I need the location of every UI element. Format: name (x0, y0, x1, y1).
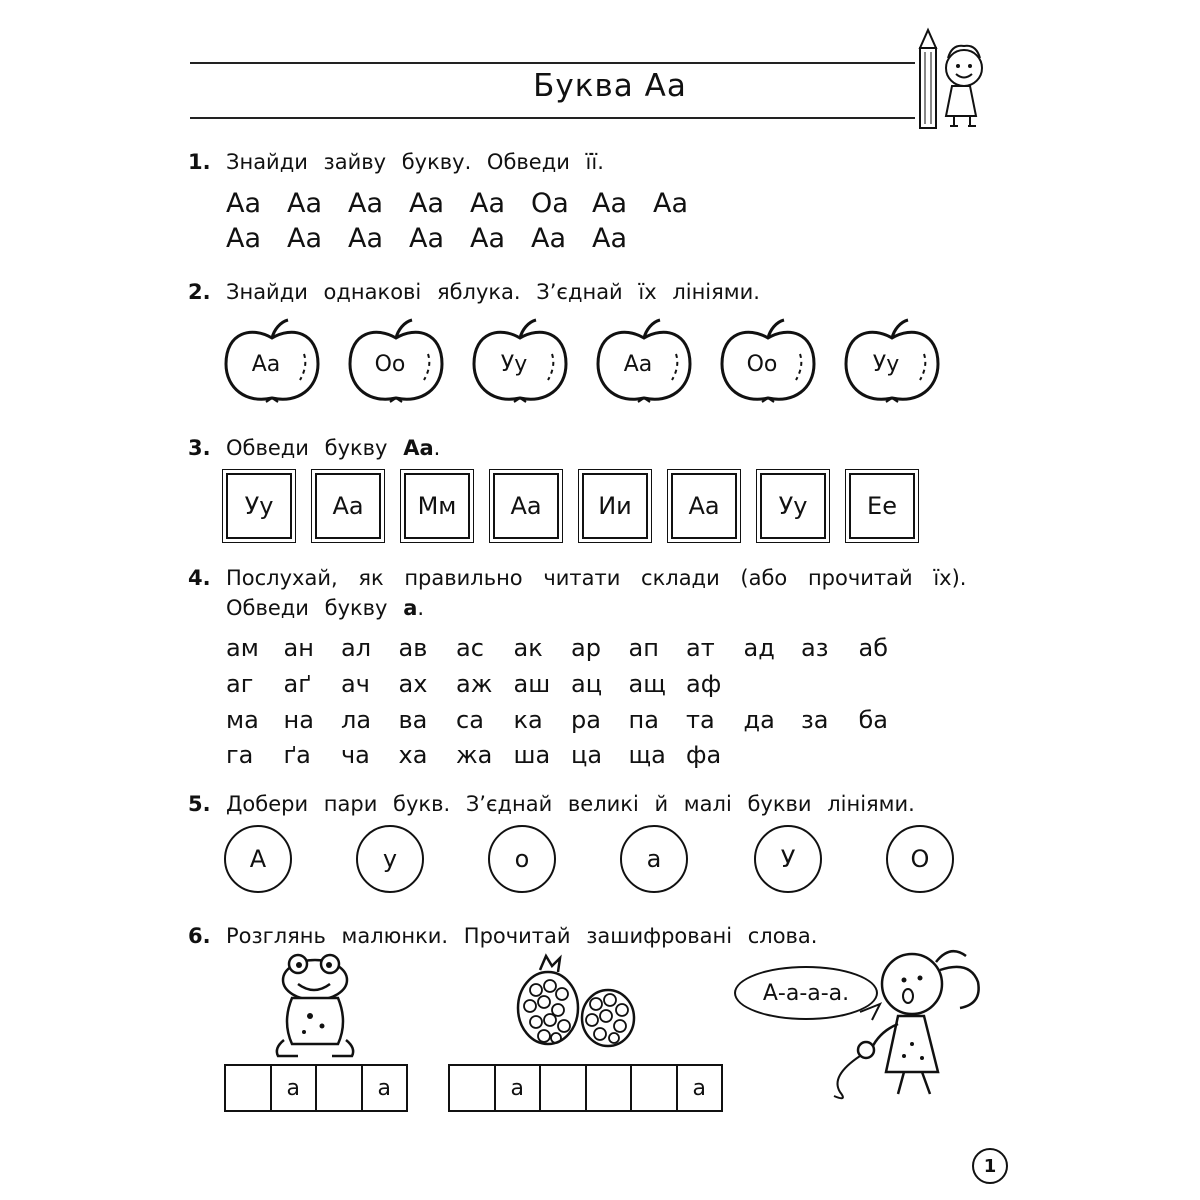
syllable[interactable]: ад (743, 634, 775, 662)
apple-label: Оо (374, 352, 406, 377)
apple[interactable] (842, 318, 942, 410)
letter-pair[interactable]: Оа (531, 188, 569, 219)
letter-box[interactable]: Аа (315, 473, 381, 539)
letter-box[interactable]: Ее (849, 473, 915, 539)
task-6-instruction: Розглянь малюнки. Прочитай зашифровані слова. (226, 924, 818, 948)
girl-singing-illustration (800, 940, 1000, 1100)
letter-circle[interactable]: А (224, 825, 292, 893)
syllable[interactable]: ца (571, 741, 603, 769)
letter-pair[interactable]: Аа (592, 188, 628, 219)
syllable[interactable]: ма (226, 706, 259, 734)
letter-pair[interactable]: Аа (348, 188, 384, 219)
syllable[interactable]: аг (226, 670, 254, 698)
syllable[interactable]: фа (686, 741, 722, 769)
syllable[interactable]: аш (513, 670, 551, 698)
task-3-instruction-text: Обведи букву (226, 436, 388, 460)
syllable[interactable]: ак (513, 634, 543, 662)
syllable[interactable]: ра (571, 706, 601, 734)
word-cells-raspberry (448, 1064, 723, 1112)
letter-box[interactable]: Аа (493, 473, 559, 539)
apple[interactable] (222, 318, 322, 410)
letter-box[interactable]: Уу (226, 473, 292, 539)
letter-pair[interactable]: Аа (409, 188, 445, 219)
syllable[interactable]: аб (858, 634, 889, 662)
header-line-bottom (190, 117, 915, 119)
syllable-row (226, 634, 916, 662)
apple[interactable] (346, 318, 446, 410)
syllable[interactable]: ха (398, 741, 428, 769)
task-4-instruction-line-2 (226, 596, 424, 620)
syllable[interactable]: ан (283, 634, 314, 662)
task-3-period: . (433, 436, 441, 460)
word-cell[interactable] (317, 1066, 363, 1110)
syllable[interactable]: ар (571, 634, 601, 662)
task-2-instruction: Знайди однакові яблука. З’єднай їх лініями. (226, 280, 760, 304)
letter-pair[interactable]: Аа (470, 223, 506, 254)
syllable-row (226, 741, 744, 769)
word-cell[interactable]: а (377, 1075, 391, 1101)
word-cell[interactable] (450, 1066, 496, 1110)
letter-box[interactable]: Ии (582, 473, 648, 539)
task-4-instruction-line-1: Послухай, як правильно читати склади (або прочитай їх). (226, 566, 967, 590)
syllable[interactable]: та (686, 706, 715, 734)
letter-pair[interactable]: Аа (226, 223, 262, 254)
apple-label: Оо (746, 352, 778, 377)
pencil-boy-illustration (912, 28, 992, 133)
apple-label: Уу (872, 352, 900, 377)
page-title: Буква Аа (533, 68, 687, 104)
syllable[interactable]: аф (686, 670, 722, 698)
task-1-letters-row-1 (226, 188, 714, 219)
word-cell[interactable]: а (496, 1066, 542, 1110)
word-cell[interactable] (632, 1066, 678, 1110)
task-3-number: 3. (188, 436, 211, 460)
syllable[interactable]: за (801, 706, 829, 734)
syllable[interactable]: га (226, 741, 254, 769)
syllable[interactable]: ва (398, 706, 428, 734)
letter-pair[interactable]: Аа (226, 188, 262, 219)
letter-pair[interactable]: Аа (531, 223, 567, 254)
apple[interactable] (594, 318, 694, 410)
letter-circle[interactable]: о (488, 825, 556, 893)
syllable[interactable]: на (283, 706, 314, 734)
frog-illustration (270, 952, 360, 1062)
apple-label: Уу (500, 352, 528, 377)
page-number: 1 (972, 1148, 1008, 1184)
syllable[interactable]: ам (226, 634, 259, 662)
task-4-period: . (417, 596, 425, 620)
header-line-top (190, 62, 915, 64)
syllable[interactable]: ач (341, 670, 370, 698)
letter-pair[interactable]: Аа (592, 223, 628, 254)
task-3-instruction (226, 436, 440, 460)
letter-box[interactable]: Мм (404, 473, 470, 539)
syllable[interactable]: аґ (283, 670, 311, 698)
letter-circle[interactable]: У (754, 825, 822, 893)
syllable[interactable]: ка (513, 706, 543, 734)
task-6-number: 6. (188, 924, 211, 948)
syllable[interactable]: ав (398, 634, 428, 662)
syllable[interactable]: ах (398, 670, 428, 698)
syllable[interactable]: са (456, 706, 484, 734)
word-cell[interactable] (541, 1066, 587, 1110)
letter-circle[interactable]: О (886, 825, 954, 893)
task-5-instruction: Добери пари букв. З’єднай великі й малі букви лініями. (226, 792, 915, 816)
syllable[interactable]: па (628, 706, 659, 734)
letter-circle[interactable]: у (356, 825, 424, 893)
letter-pair[interactable]: Аа (348, 223, 384, 254)
syllable[interactable]: ащ (628, 670, 666, 698)
task-1-number: 1. (188, 150, 211, 174)
letter-circle[interactable]: а (620, 825, 688, 893)
task-1-instruction: Знайди зайву букву. Обведи її. (226, 150, 604, 174)
word-cell[interactable] (226, 1066, 272, 1110)
letter-box[interactable]: Уу (760, 473, 826, 539)
task-1-letters-row-2 (226, 223, 653, 254)
syllable[interactable]: ща (628, 741, 666, 769)
apple[interactable] (470, 318, 570, 410)
syllable[interactable]: аз (801, 634, 829, 662)
word-cell[interactable]: а (272, 1066, 318, 1110)
task-4-target-letter: а (403, 596, 418, 620)
syllable-row (226, 706, 916, 734)
word-cells-frog (224, 1064, 408, 1112)
raspberry-illustration (510, 952, 640, 1052)
speech-bubble: А-а-а-а. (734, 966, 878, 1020)
task-2-number: 2. (188, 280, 211, 304)
letter-pair[interactable]: Аа (470, 188, 506, 219)
letter-pair[interactable]: Аа (653, 188, 689, 219)
syllable[interactable]: ал (341, 634, 372, 662)
syllable[interactable]: ап (628, 634, 659, 662)
syllable[interactable]: ша (513, 741, 551, 769)
syllable[interactable]: ат (686, 634, 715, 662)
letter-pair[interactable]: Аа (287, 223, 323, 254)
letter-pair[interactable]: Аа (287, 188, 323, 219)
task-4-instruction-text: Обведи букву (226, 596, 388, 620)
task-3-target-letter: Аа (403, 436, 434, 460)
syllable[interactable]: ац (571, 670, 603, 698)
syllable[interactable]: ла (341, 706, 372, 734)
task-4-number: 4. (188, 566, 211, 590)
syllable[interactable]: ча (341, 741, 370, 769)
word-cell[interactable] (587, 1066, 633, 1110)
syllable[interactable]: ба (858, 706, 889, 734)
letter-pair[interactable]: Аа (409, 223, 445, 254)
apple[interactable] (718, 318, 818, 410)
syllable[interactable]: аж (456, 670, 493, 698)
word-cell[interactable]: а (692, 1075, 706, 1101)
syllable[interactable]: жа (456, 741, 493, 769)
syllable[interactable]: да (743, 706, 775, 734)
syllable[interactable]: ґа (283, 741, 311, 769)
syllable[interactable]: ас (456, 634, 484, 662)
apple-label: Аа (251, 352, 281, 377)
apple-label: Аа (623, 352, 653, 377)
letter-box[interactable]: Аа (671, 473, 737, 539)
syllable-row (226, 670, 744, 698)
task-5-number: 5. (188, 792, 211, 816)
